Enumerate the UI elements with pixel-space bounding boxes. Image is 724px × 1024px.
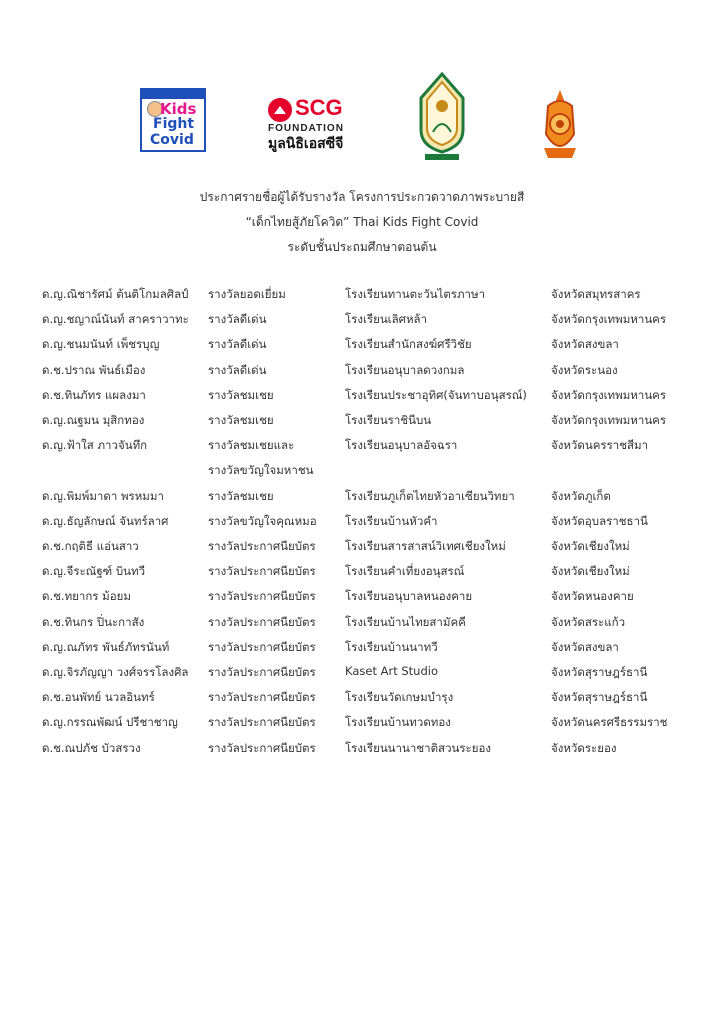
winner-school: โรงเรียนบ้านหัวคำ: [345, 513, 438, 528]
winner-province: จังหวัดสงขลา: [551, 337, 619, 352]
winner-province: จังหวัดสุราษฎร์ธานี: [551, 690, 648, 705]
winner-school: โรงเรียนภูเก็ตไทยหัวอาเซียนวิทยา: [345, 488, 515, 503]
winner-name: ด.ช.ณปภัช บัวสรวง: [42, 740, 141, 755]
table-row: [0, 563, 724, 587]
winner-school: Kaset Art Studio: [345, 664, 439, 678]
winner-name: ด.ญ.กรรณพัฒน์ ปรีชาชาญ: [42, 715, 178, 730]
winner-name: ด.ญ.ณิชารัศม์ ต้นติโกมลศิลป์: [42, 287, 189, 301]
winner-school: โรงเรียนนานาชาติสวนระยอง: [345, 740, 491, 755]
table-row: [0, 639, 724, 663]
table-row: [0, 437, 724, 461]
winner-name: ด.ช.ทินภัทร แผลงมา: [42, 387, 146, 402]
winner-province: จังหวัดอุบลราชธานี: [551, 513, 648, 528]
winner-province: จังหวัดสงขลา: [551, 639, 619, 654]
winner-province: จังหวัดสมุทรสาคร: [551, 287, 641, 301]
winner-name: ด.ญ.ชนมนันท์ เพ็ชรบุญ: [42, 337, 160, 352]
winner-award: รางวัลชมเชยและ: [208, 438, 295, 453]
winner-award: รางวัลชมเชย: [208, 488, 274, 503]
kids-fight-covid-logo: [140, 88, 206, 152]
winner-province: จังหวัดสุราษฎร์ธานี: [551, 665, 648, 679]
table-row: [0, 311, 724, 335]
winner-school: โรงเรียนทานตะวันไตรภาษา: [345, 287, 486, 301]
table-row: [0, 614, 724, 638]
winner-award: รางวัลประกาศนียบัตร: [208, 639, 316, 654]
winner-name: ด.ญ.จิรภัญญา วงศ์จรรโลงศิล: [42, 665, 189, 679]
logo-text-covid: Covid: [150, 132, 194, 148]
scg-logo-thai: มูลนิธิเอสซีจี: [268, 135, 344, 151]
winner-award: รางวัลประกาศนียบัตร: [208, 740, 316, 755]
winner-province: จังหวัดเชียงใหม่: [551, 539, 630, 553]
winner-school: โรงเรียนราชินีบน: [345, 413, 432, 427]
winner-school: โรงเรียนวัดเกษมบำรุง: [345, 690, 454, 705]
table-row: [0, 412, 724, 436]
winner-province: จังหวัดระยอง: [551, 740, 617, 755]
table-row: [0, 664, 724, 688]
winner-award: รางวัลประกาศนียบัตร: [208, 665, 316, 679]
winner-province: จังหวัดภูเก็ต: [551, 488, 611, 503]
winner-award: รางวัลประกาศนียบัตร: [208, 539, 316, 553]
winner-name: ด.ญ.ณภัทร พันธ์ภัทรนันท์: [42, 639, 170, 654]
winner-province: จังหวัดระนอง: [551, 362, 618, 377]
winner-award: รางวัลประกาศนียบัตร: [208, 715, 316, 730]
winner-school: โรงเรียนอนุบาลดวงกมล: [345, 362, 465, 377]
winner-award: รางวัลดีเด่น: [208, 362, 267, 377]
table-row: [0, 714, 724, 738]
winner-school: โรงเรียนสำนักสงฆ์ศรีวิชัย: [345, 337, 472, 352]
winner-province: จังหวัดกรุงเทพมหานคร: [551, 387, 667, 402]
scg-mark-icon: [268, 98, 292, 122]
winner-name: ด.ช.ทินกร ปิ่นะกาสัง: [42, 614, 145, 629]
project-name: “เด็กไทยสู้ภัยโควิด” Thai Kids Fight Covid: [245, 215, 479, 229]
table-row: [0, 362, 724, 386]
scg-logo-name: SCG: [295, 95, 343, 120]
winner-award: รางวัลประกาศนียบัตร: [208, 564, 316, 579]
table-row: [0, 588, 724, 612]
winner-school: โรงเรียนเลิศหล้า: [345, 312, 428, 327]
winner-school: โรงเรียนบ้านนาทวี: [345, 639, 438, 654]
winner-name: ด.ช.อนพัทย์ นวลอินทร์: [42, 690, 155, 705]
table-row: [0, 689, 724, 713]
table-row: [0, 740, 724, 764]
table-row: [0, 513, 724, 537]
winner-name: ด.ญ.ฟ้าใส ภาวจันทึก: [42, 438, 148, 453]
winner-name: ด.ช.กฤติธี แอ่นสาว: [42, 539, 139, 553]
winner-name: ด.ช.ทยากร ม้อยม: [42, 589, 131, 604]
winner-province: จังหวัดนครราชสีมา: [551, 438, 649, 453]
winner-school: โรงเรียนสารสาสน์วิเทศเชียงใหม่: [345, 539, 506, 553]
winner-award: รางวัลประกาศนียบัตร: [208, 614, 316, 629]
winner-award: รางวัลประกาศนียบัตร: [208, 690, 316, 705]
logo-text-kids: Kids: [160, 100, 197, 118]
logo-text-fight: Fight: [153, 116, 195, 132]
education-emblem-icon: [538, 88, 582, 162]
winner-name: ด.ญ.จีระณัฐฑ์ บินทวี: [42, 564, 146, 579]
ministry-crest-icon: [415, 72, 469, 162]
winner-award: รางวัลขวัญใจคุณหมอ: [208, 513, 317, 528]
winner-award: รางวัลประกาศนียบัตร: [208, 589, 316, 604]
winner-name: ด.ญ.พิมพ์มาดา พรหมมา: [42, 488, 164, 503]
scg-logo-foundation: FOUNDATION: [268, 123, 344, 134]
winner-province: จังหวัดหนองคาย: [551, 589, 634, 604]
table-row: [0, 336, 724, 360]
scg-foundation-logo: [268, 96, 354, 152]
grade-level: ระดับชั้นประถมศึกษาตอนต้น: [287, 240, 437, 254]
winner-school: โรงเรียนบ้านไทยสามัคคี: [345, 614, 466, 629]
winner-province: จังหวัดสระแก้ว: [551, 614, 626, 629]
winner-name: ด.ญ.ชญาณ์นันท์ สาคราวาทะ: [42, 312, 189, 327]
winner-province: จังหวัดเชียงใหม่: [551, 564, 630, 579]
winner-award: รางวัลชมเชย: [208, 387, 274, 402]
winner-award: รางวัลยอดเยี่ยม: [208, 287, 286, 301]
winner-award: รางวัลดีเด่น: [208, 312, 267, 327]
table-row: [0, 538, 724, 562]
winner-name: ด.ญ.ณฐมน มุสิกทอง: [42, 413, 145, 427]
announcement-title: ประกาศรายชื่อผู้ได้รับรางวัล โครงการประกวดวาดภาพระบายสี: [199, 190, 525, 204]
winner-province: จังหวัดกรุงเทพมหานคร: [551, 413, 667, 427]
table-row: [0, 387, 724, 411]
winner-school: โรงเรียนคำเที่ยงอนุสรณ์: [345, 564, 465, 579]
winner-school: โรงเรียนประชาอุทิศ(จันทาบอนุสรณ์): [345, 387, 527, 402]
winner-award: รางวัลชมเชย: [208, 413, 274, 427]
table-row: [0, 286, 724, 310]
winner-province: จังหวัดนครศรีธรรมราช: [551, 715, 668, 730]
winner-name: ด.ญ.ธัญลักษณ์ จันทร์ลาศ: [42, 513, 169, 528]
table-row: [0, 488, 724, 512]
winner-award: รางวัลขวัญใจมหาชน: [208, 463, 314, 478]
winner-school: โรงเรียนอนุบาลหนองคาย: [345, 589, 473, 604]
winner-name: ด.ช.ปราณ พันธ์เมือง: [42, 362, 146, 377]
logo-bar: [0, 0, 724, 170]
logo-band: [142, 90, 204, 99]
table-row: [0, 462, 724, 486]
winner-school: โรงเรียนอนุบาลอัจฉรา: [345, 438, 458, 453]
winner-province: จังหวัดกรุงเทพมหานคร: [551, 312, 667, 327]
winner-award: รางวัลดีเด่น: [208, 337, 267, 352]
winner-school: โรงเรียนบ้านทวดทอง: [345, 715, 451, 730]
